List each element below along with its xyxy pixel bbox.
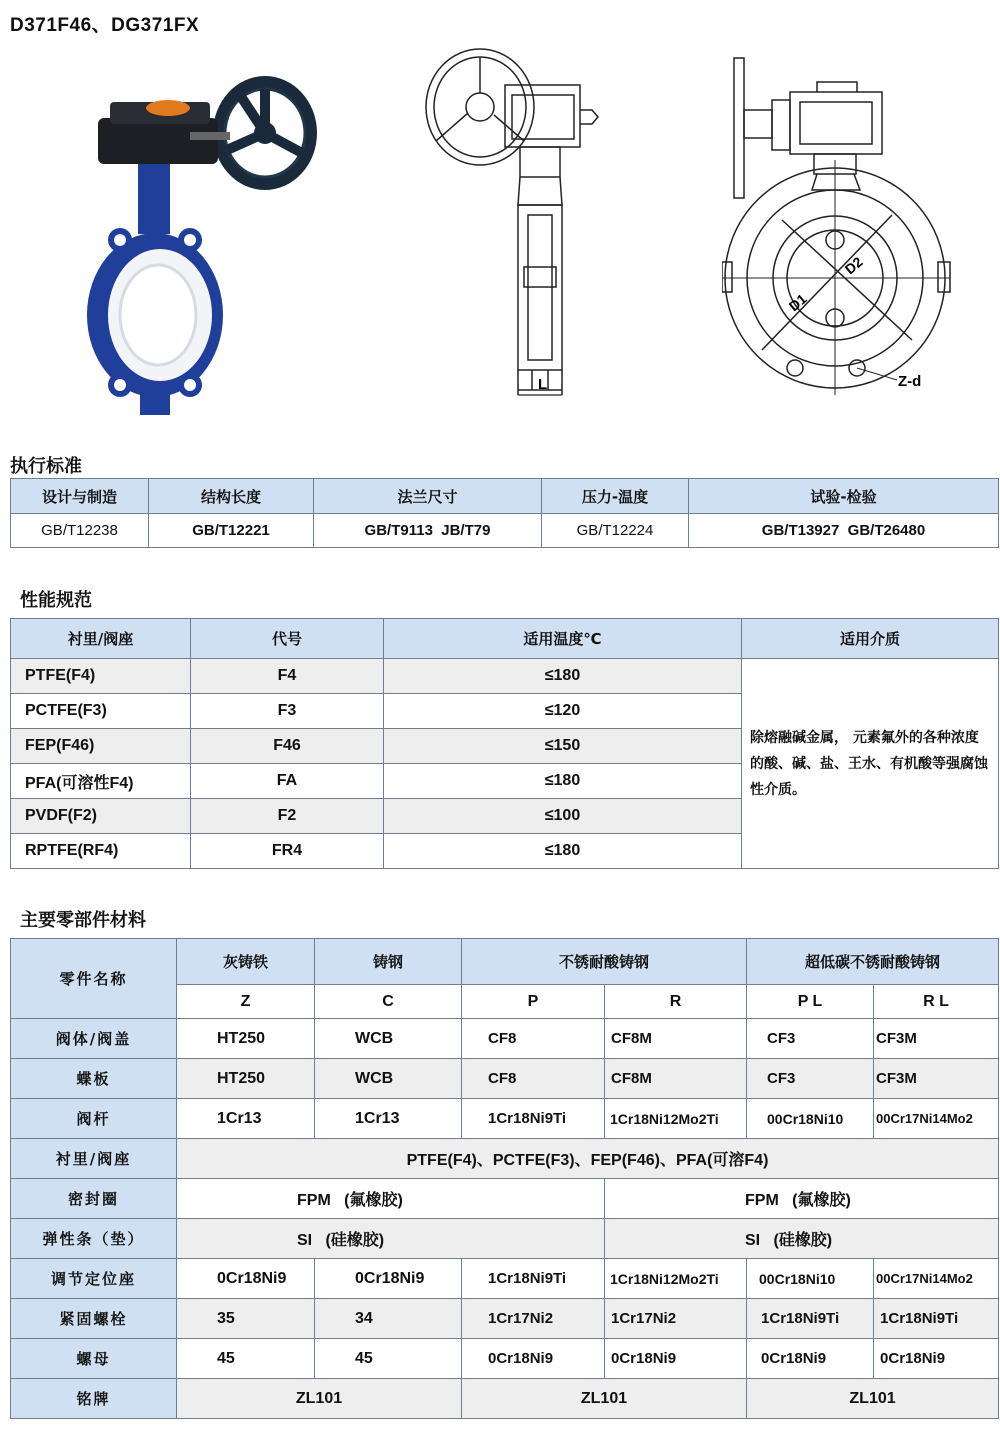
perf-lining: RPTFE(RF4) — [11, 834, 191, 869]
perf-media: 除熔融碱金属， 元素氟外的各种浓度的酸、碱、盐、王水、有机酸等强腐蚀性介质。 — [742, 659, 999, 869]
row-name-seal: 密封圈 — [11, 1179, 177, 1219]
cell: 0Cr18Ni9 — [747, 1339, 874, 1379]
std-header-design: 设计与制造 — [11, 479, 149, 514]
row-name-elastic: 弹性条（垫） — [11, 1219, 177, 1259]
std-header-pressure: 压力-温度 — [542, 479, 689, 514]
cell: 34 — [315, 1299, 462, 1339]
plate-stainless: ZL101 — [462, 1379, 747, 1419]
row-name-stem: 阀杆 — [11, 1099, 177, 1139]
cell: 1Cr18Ni9Ti — [462, 1259, 605, 1299]
perf-lining: PTFE(F4) — [11, 659, 191, 694]
cell: 0Cr18Ni9 — [315, 1259, 462, 1299]
cell: 0Cr18Ni9 — [177, 1259, 315, 1299]
perf-lining: FEP(F46) — [11, 729, 191, 764]
cell: 1Cr17Ni2 — [605, 1299, 747, 1339]
cell: HT250 — [177, 1019, 315, 1059]
row-name-plate: 铭牌 — [11, 1379, 177, 1419]
std-value-pressure: GB/T12224 — [542, 514, 689, 548]
cell: 00Cr17Ni14Mo2 — [874, 1259, 999, 1299]
cell: 00Cr18Ni10 — [747, 1259, 874, 1299]
cell: 0Cr18Ni9 — [605, 1339, 747, 1379]
cell: 00Cr17Ni14Mo2 — [874, 1099, 999, 1139]
cell: 0Cr18Ni9 — [874, 1339, 999, 1379]
perf-temp: ≤180 — [384, 764, 742, 799]
perf-temp: ≤100 — [384, 799, 742, 834]
perf-lining: PCTFE(F3) — [11, 694, 191, 729]
perf-code: F4 — [191, 659, 384, 694]
cell: 1Cr18Ni9Ti — [747, 1299, 874, 1339]
perf-header-temp: 适用温度℃ — [384, 619, 742, 659]
performance-section-title: 性能规范 — [20, 590, 92, 611]
cell: 00Cr18Ni10 — [747, 1099, 874, 1139]
cell: CF3M — [874, 1019, 999, 1059]
materials-section-title: 主要零部件材料 — [20, 910, 146, 931]
seal-left: FPM (氟橡胶) — [177, 1179, 605, 1219]
d1-label: D1 — [785, 290, 810, 315]
cell: 1Cr17Ni2 — [462, 1299, 605, 1339]
cell: 1Cr13 — [177, 1099, 315, 1139]
standards-section-title: 执行标准 — [10, 456, 82, 477]
plate-low-carbon: ZL101 — [747, 1379, 999, 1419]
perf-header-code: 代号 — [191, 619, 384, 659]
d2-label: D2 — [841, 253, 866, 278]
cell: CF8 — [462, 1059, 605, 1099]
row-name-nut: 螺母 — [11, 1339, 177, 1379]
perf-temp: ≤180 — [384, 834, 742, 869]
perf-code: F2 — [191, 799, 384, 834]
row-name-adjust: 调节定位座 — [11, 1259, 177, 1299]
group-gray-iron: 灰铸铁 — [177, 939, 315, 985]
perf-header-media: 适用介质 — [742, 619, 999, 659]
front-view-drawing — [722, 50, 952, 410]
plate-gray-iron: ZL101 — [177, 1379, 462, 1419]
materials-table — [10, 938, 999, 1419]
standards-table — [10, 478, 999, 548]
cell: 1Cr18Ni9Ti — [874, 1299, 999, 1339]
group-cast-steel: 铸钢 — [315, 939, 462, 985]
cell: 45 — [177, 1339, 315, 1379]
cell: 1Cr13 — [315, 1099, 462, 1139]
row-name-bolt: 紧固螺栓 — [11, 1299, 177, 1339]
cell: 1Cr18Ni12Mo2Ti — [605, 1259, 747, 1299]
cell: CF8M — [605, 1059, 747, 1099]
perf-lining: PVDF(F2) — [11, 799, 191, 834]
cell: CF3 — [747, 1019, 874, 1059]
cell: WCB — [315, 1059, 462, 1099]
perf-code: FA — [191, 764, 384, 799]
code-c: C — [315, 985, 462, 1019]
lining-value: PTFE(F4)、PCTFE(F3)、FEP(F46)、PFA(可溶F4) — [177, 1139, 999, 1179]
perf-lining: PFA(可溶性F4) — [11, 764, 191, 799]
cell: CF3M — [874, 1059, 999, 1099]
length-label: L — [538, 376, 548, 393]
group-low-carbon-stainless: 超低碳不锈耐酸铸钢 — [747, 939, 999, 985]
std-header-test: 试验-检验 — [689, 479, 999, 514]
perf-temp: ≤180 — [384, 659, 742, 694]
code-pl: P L — [747, 985, 874, 1019]
std-value-test: GB/T13927 GB/T26480 — [689, 514, 999, 548]
part-name-header: 零件名称 — [11, 939, 177, 1019]
std-value-flange: GB/T9113 JB/T79 — [314, 514, 542, 548]
cell: WCB — [315, 1019, 462, 1059]
std-header-length: 结构长度 — [149, 479, 314, 514]
code-z: Z — [177, 985, 315, 1019]
cell: 0Cr18Ni9 — [462, 1339, 605, 1379]
perf-code: F3 — [191, 694, 384, 729]
valve-photo — [80, 40, 330, 420]
cell: CF8 — [462, 1019, 605, 1059]
cell: 1Cr18Ni12Mo2Ti — [605, 1099, 747, 1139]
code-rl: R L — [874, 985, 999, 1019]
code-p: P — [462, 985, 605, 1019]
perf-header-lining: 衬里/阀座 — [11, 619, 191, 659]
cell: 45 — [315, 1339, 462, 1379]
std-value-design: GB/T12238 — [11, 514, 149, 548]
elastic-left: SI (硅橡胶) — [177, 1219, 605, 1259]
performance-table — [10, 618, 999, 869]
group-stainless: 不锈耐酸铸钢 — [462, 939, 747, 985]
cell: CF3 — [747, 1059, 874, 1099]
row-name-disc: 蝶板 — [11, 1059, 177, 1099]
seal-right: FPM (氟橡胶) — [605, 1179, 999, 1219]
std-header-flange: 法兰尺寸 — [314, 479, 542, 514]
code-r: R — [605, 985, 747, 1019]
side-view-drawing — [420, 45, 610, 410]
cell: CF8M — [605, 1019, 747, 1059]
perf-temp: ≤120 — [384, 694, 742, 729]
cell: 1Cr18Ni9Ti — [462, 1099, 605, 1139]
perf-code: F46 — [191, 729, 384, 764]
zd-label: Z-d — [898, 373, 922, 390]
perf-code: FR4 — [191, 834, 384, 869]
perf-temp: ≤150 — [384, 729, 742, 764]
row-name-lining: 衬里/阀座 — [11, 1139, 177, 1179]
elastic-right: SI (硅橡胶) — [605, 1219, 999, 1259]
product-title: D371F46、DG371FX — [10, 15, 200, 36]
row-name-body: 阀体/阀盖 — [11, 1019, 177, 1059]
cell: HT250 — [177, 1059, 315, 1099]
cell: 35 — [177, 1299, 315, 1339]
std-value-length: GB/T12221 — [149, 514, 314, 548]
